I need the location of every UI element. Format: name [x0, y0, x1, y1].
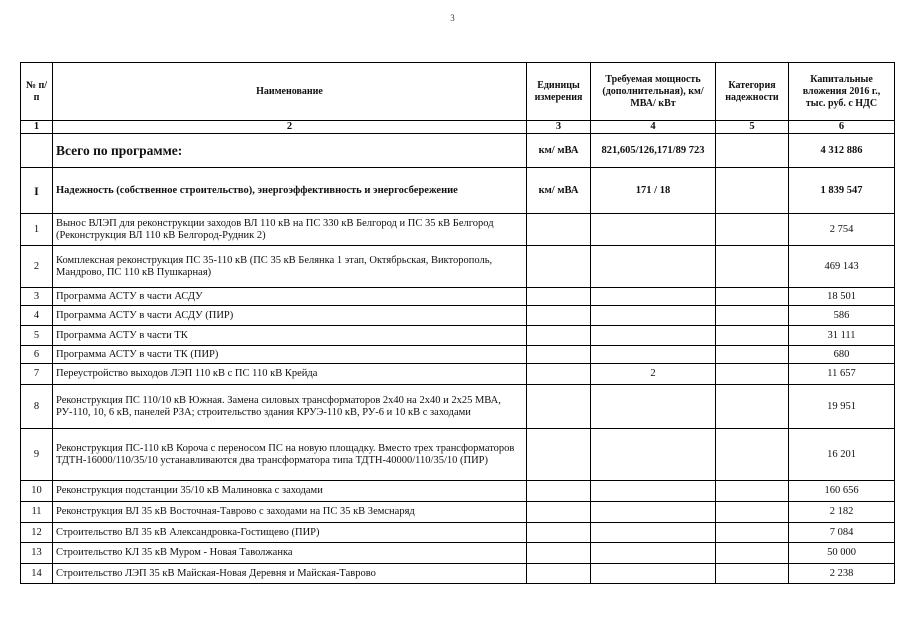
row-power: [591, 214, 716, 246]
row-units: [527, 306, 591, 326]
row-num: 7: [21, 364, 53, 385]
table-row: [21, 429, 895, 481]
row-capital: 11 657: [789, 364, 895, 385]
row-category: [716, 346, 789, 364]
row-power: [591, 326, 716, 346]
row-power: [591, 306, 716, 326]
row-power: [591, 429, 716, 481]
total-power: 821,605/126,171/89 723: [591, 134, 716, 168]
row-num: 11: [21, 502, 53, 523]
header-num: № п/п: [21, 63, 53, 121]
page-number: 3: [450, 13, 455, 23]
row-category: [716, 502, 789, 523]
row-power: [591, 502, 716, 523]
row-num: 4: [21, 306, 53, 326]
row-category: [716, 523, 789, 543]
table-row: [21, 385, 895, 429]
section-units: км/ мВА: [527, 168, 591, 214]
row-category: [716, 306, 789, 326]
row-capital: 680: [789, 346, 895, 364]
row-name: Комплексная реконструкция ПС 35-110 кВ (ПС 35 кВ Белянка 1 этап, Октябрьская, Викторополь, Мандрово, ПС 110 кВ Пушкарная): [53, 246, 527, 288]
header-name: Наименование: [53, 63, 527, 121]
total-row: [21, 134, 895, 168]
row-capital: 31 111: [789, 326, 895, 346]
row-power: [591, 246, 716, 288]
row-name: Программа АСТУ в части АСДУ: [53, 288, 527, 306]
row-category: [716, 385, 789, 429]
row-name: Строительство ВЛ 35 кВ Александровка-Гостищево (ПИР): [53, 523, 527, 543]
row-category: [716, 326, 789, 346]
row-num: 1: [21, 214, 53, 246]
row-units: [527, 523, 591, 543]
section-category: [716, 168, 789, 214]
row-category: [716, 543, 789, 564]
total-label: Всего по программе:: [53, 134, 527, 168]
row-units: [527, 502, 591, 523]
row-capital: 7 084: [789, 523, 895, 543]
row-name: Реконструкция ПС 110/10 кВ Южная. Замена силовых трансформаторов 2х40 на 2х40 и 2х25 МВА, РУ-110, 10, 6 кВ, панелей РЗА; строительство здания КРУЭ-110 кВ, РУ-6 и 10 кВ с заходами: [53, 385, 527, 429]
row-power: [591, 288, 716, 306]
row-capital: 19 951: [789, 385, 895, 429]
section-num: I: [21, 168, 53, 214]
row-name: Переустройство выходов ЛЭП 110 кВ с ПС 110 кВ Крейда: [53, 364, 527, 385]
row-category: [716, 564, 789, 584]
total-category: [716, 134, 789, 168]
row-power: [591, 481, 716, 502]
row-power: [591, 385, 716, 429]
row-name: Вынос ВЛЭП для реконструкции заходов ВЛ 110 кВ на ПС 330 кВ Белгород и ПС 35 кВ Белгород (Реконструкция ВЛ 110 кВ Белгород-Рудник 2): [53, 214, 527, 246]
section-row: [21, 168, 895, 214]
table-row: [21, 346, 895, 364]
row-units: [527, 288, 591, 306]
column-number-row: [21, 121, 895, 134]
table-row: [21, 364, 895, 385]
total-capital: 4 312 886: [789, 134, 895, 168]
table-row: [21, 481, 895, 502]
table-row: [21, 326, 895, 346]
table-row: [21, 246, 895, 288]
row-capital: 2 754: [789, 214, 895, 246]
table-row: [21, 288, 895, 306]
table-row: [21, 502, 895, 523]
header-power: Требуемая мощность (дополнительная), км/ МВА/ кВт: [591, 63, 716, 121]
row-num: 8: [21, 385, 53, 429]
column-number: 2: [53, 121, 527, 134]
row-num: 6: [21, 346, 53, 364]
row-power: 2: [591, 364, 716, 385]
total-num: [21, 134, 53, 168]
column-number: 1: [21, 121, 53, 134]
table-row: [21, 306, 895, 326]
row-units: [527, 385, 591, 429]
row-category: [716, 429, 789, 481]
row-name: Строительство ЛЭП 35 кВ Майская-Новая Деревня и Майская-Таврово: [53, 564, 527, 584]
header-category: Категория надежности: [716, 63, 789, 121]
row-capital: 50 000: [789, 543, 895, 564]
row-units: [527, 481, 591, 502]
row-units: [527, 246, 591, 288]
row-units: [527, 346, 591, 364]
header-capital: Капитальные вложения 2016 г., тыс. руб. с НДС: [789, 63, 895, 121]
table-row: [21, 564, 895, 584]
row-num: 14: [21, 564, 53, 584]
row-capital: 2 238: [789, 564, 895, 584]
section-title: Надежность (собственное строительство), энергоэффективность и энергосбережение: [53, 168, 527, 214]
section-capital: 1 839 547: [789, 168, 895, 214]
row-units: [527, 214, 591, 246]
row-category: [716, 481, 789, 502]
row-name: Строительство КЛ 35 кВ Муром - Новая Таволжанка: [53, 543, 527, 564]
row-name: Реконструкция ПС-110 кВ Короча с переносом ПС на новую площадку. Вместо трех трансформаторов ТДТН-16000/110/35/10 устанавливаются два трансформатора типа ТДТН-40000/110/35/10 (ПИР): [53, 429, 527, 481]
row-num: 3: [21, 288, 53, 306]
row-units: [527, 326, 591, 346]
row-power: [591, 543, 716, 564]
row-num: 13: [21, 543, 53, 564]
row-num: 12: [21, 523, 53, 543]
row-capital: 2 182: [789, 502, 895, 523]
row-name: Программа АСТУ в части ТК: [53, 326, 527, 346]
investment-program-table: [20, 62, 895, 584]
section-power: 171 / 18: [591, 168, 716, 214]
column-number: 4: [591, 121, 716, 134]
row-units: [527, 364, 591, 385]
column-number: 5: [716, 121, 789, 134]
row-capital: 469 143: [789, 246, 895, 288]
row-power: [591, 564, 716, 584]
row-units: [527, 429, 591, 481]
row-capital: 160 656: [789, 481, 895, 502]
header-units: Единицы измерения: [527, 63, 591, 121]
row-name: Программа АСТУ в части ТК (ПИР): [53, 346, 527, 364]
row-category: [716, 246, 789, 288]
row-units: [527, 564, 591, 584]
row-num: 2: [21, 246, 53, 288]
row-name: Реконструкция ВЛ 35 кВ Восточная-Таврово с заходами на ПС 35 кВ Земснаряд: [53, 502, 527, 523]
row-name: Программа АСТУ в части АСДУ (ПИР): [53, 306, 527, 326]
row-category: [716, 214, 789, 246]
row-units: [527, 543, 591, 564]
total-units: км/ мВА: [527, 134, 591, 168]
row-category: [716, 288, 789, 306]
column-number: 6: [789, 121, 895, 134]
row-power: [591, 346, 716, 364]
row-capital: 586: [789, 306, 895, 326]
row-num: 10: [21, 481, 53, 502]
row-capital: 16 201: [789, 429, 895, 481]
row-power: [591, 523, 716, 543]
row-num: 5: [21, 326, 53, 346]
row-num: 9: [21, 429, 53, 481]
table-row: [21, 543, 895, 564]
row-capital: 18 501: [789, 288, 895, 306]
table-row: [21, 214, 895, 246]
row-category: [716, 364, 789, 385]
header-row: [21, 63, 895, 121]
table-row: [21, 523, 895, 543]
column-number: 3: [527, 121, 591, 134]
row-name: Реконструкция подстанции 35/10 кВ Малиновка с заходами: [53, 481, 527, 502]
